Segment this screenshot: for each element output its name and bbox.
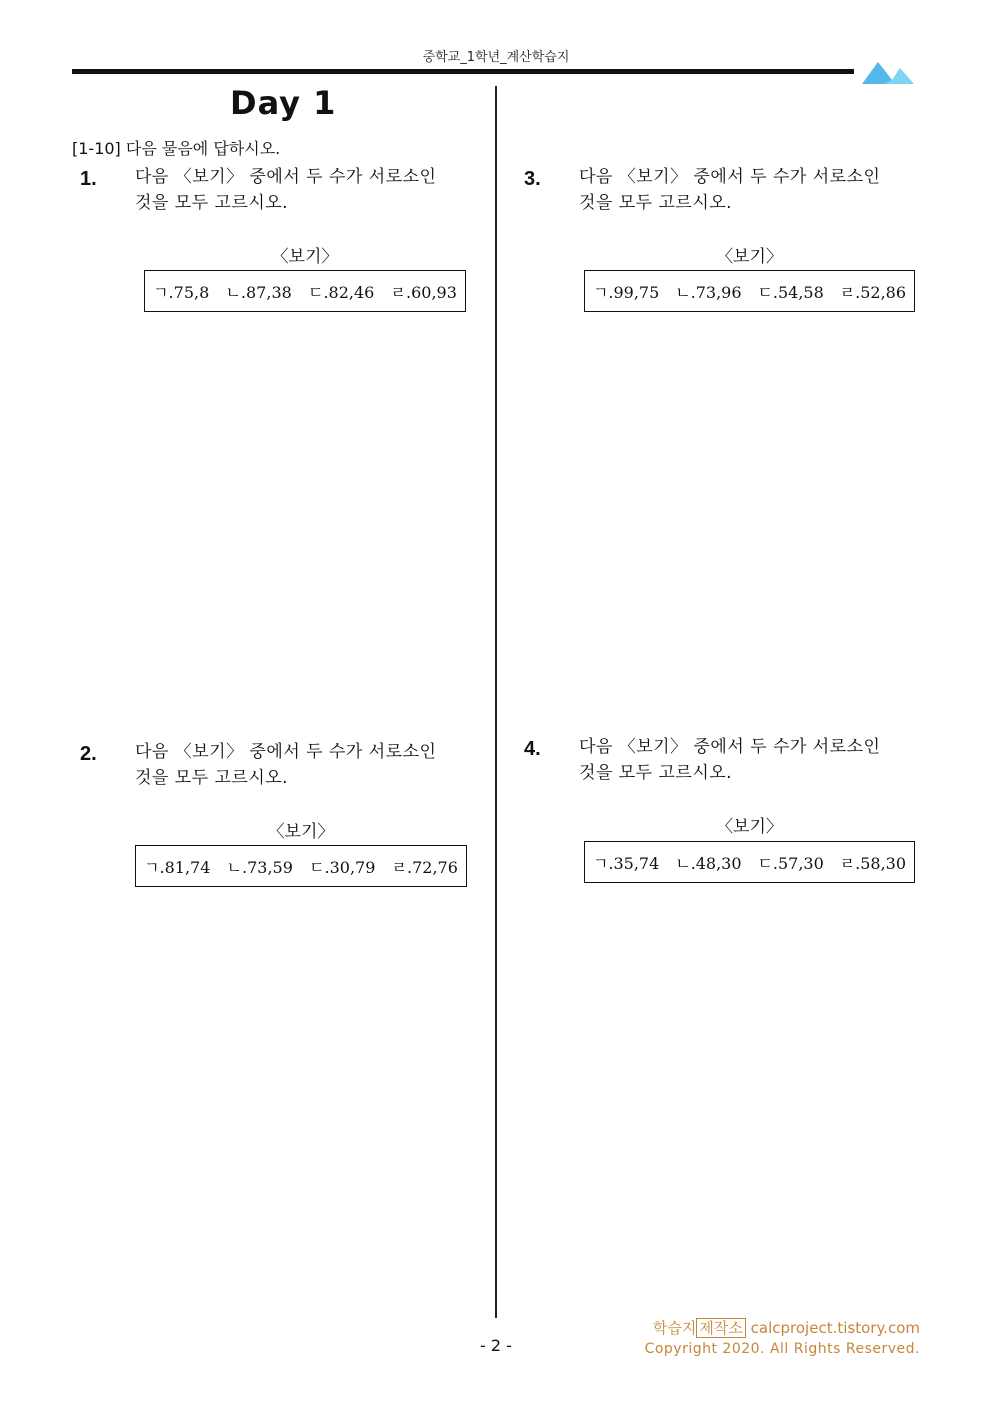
mountain-logo-icon [862,56,914,86]
question-2-number: 2. [80,743,97,765]
option: ㄴ.87,38 [225,282,292,302]
question-2-options-box [135,845,467,887]
question-1-text [135,164,465,216]
question-4-box-label: 〈보기〉 [716,817,783,837]
footer-brand-prefix: 학습지 [652,1319,697,1337]
option: ㄴ.73,96 [675,282,742,302]
question-1-line2: 것을 모두 고르시오. [135,193,289,213]
footer-brand [653,1317,920,1338]
column-divider [495,86,497,1318]
question-3-box-label: 〈보기〉 [716,247,783,267]
option: ㄹ.60,93 [390,282,457,302]
day-title: Day 1 [230,84,337,122]
option: ㄱ.35,74 [592,853,660,873]
question-3-text [579,164,909,216]
question-1-line1: 다음 〈보기〉 중에서 두 수가 서로소인 [135,167,437,187]
option: ㄷ.30,79 [309,857,376,877]
option: ㄹ.72,76 [391,857,458,877]
option: ㄱ.81,74 [144,857,211,877]
option: ㄱ.99,75 [592,282,660,302]
option: ㄱ.75,8 [153,282,210,302]
option: ㄹ.58,30 [839,853,907,873]
question-3-line1: 다음 〈보기〉 중에서 두 수가 서로소인 [579,167,881,187]
option: ㄹ.52,86 [839,282,907,302]
question-2-line1: 다음 〈보기〉 중에서 두 수가 서로소인 [135,742,437,762]
option: ㄷ.57,30 [757,853,824,873]
question-4-text [579,734,909,786]
option: ㄴ.73,59 [226,857,293,877]
question-2-text [135,739,465,791]
header-title: 중학교_1학년_계산학습지 [422,50,570,65]
instruction-text: [1-10] 다음 물음에 답하시오. [72,139,281,158]
question-4-line2: 것을 모두 고르시오. [579,763,733,783]
question-3-line2: 것을 모두 고르시오. [579,193,733,213]
header-rule [72,69,854,74]
option: ㄴ.48,30 [675,853,742,873]
footer-brand-boxed: 제작소 [696,1318,745,1338]
option: ㄷ.54,58 [757,282,824,302]
question-1-number: 1. [80,168,97,190]
footer-copyright: Copyright 2020. All Rights Reserved. [644,1341,920,1357]
question-1-box-label: 〈보기〉 [271,247,339,267]
question-4-options-box [584,841,915,883]
page-number: - 2 - [480,1336,512,1355]
question-3-number: 3. [524,168,541,190]
question-2-box-label: 〈보기〉 [267,822,335,842]
question-2-line2: 것을 모두 고르시오. [135,768,289,788]
question-1-options-box [144,270,466,312]
question-4-number: 4. [524,738,541,760]
footer-url[interactable]: calcproject.tistory.com [750,1319,920,1337]
option: ㄷ.82,46 [308,282,375,302]
question-3-options-box [584,270,915,312]
question-4-line1: 다음 〈보기〉 중에서 두 수가 서로소인 [579,737,881,757]
